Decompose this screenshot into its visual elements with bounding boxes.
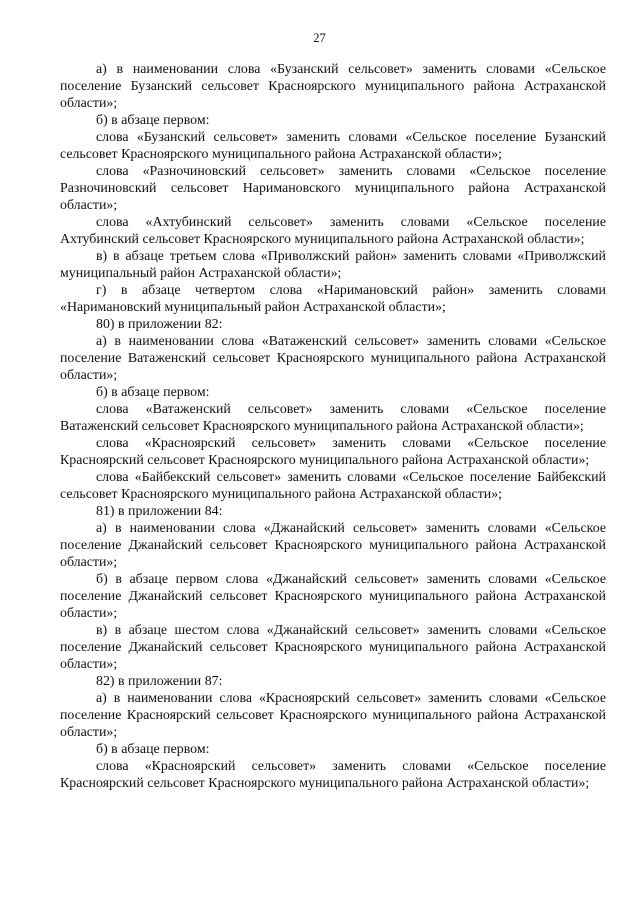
paragraph: слова «Красноярский сельсовет» заменить словами «Сельское поселение Красноярский сельсовет Красноярского муниципального района Астраханской области»; — [60, 759, 606, 791]
paragraph: в) в абзаце третьем слова «Приволжский район» заменить словами «Приволжский муниципальный район Астраханской области»; — [60, 249, 606, 281]
document-body — [60, 61, 606, 792]
paragraph: б) в абзаце первом: — [96, 113, 210, 128]
paragraph: слова «Байбекский сельсовет» заменить словами «Сельское поселение Байбекский сельсовет Красноярского муниципального района Астраханской области»; — [60, 470, 606, 502]
paragraph: а) в наименовании слова «Джанайский сельсовет» заменить словами «Сельское поселение Джанайский сельсовет Красноярского муниципального района Астраханской области»; — [60, 521, 606, 570]
paragraph: а) в наименовании слова «Красноярский сельсовет» заменить словами «Сельское поселение Красноярский сельсовет Красноярского муниципального района Астраханской области»; — [60, 691, 606, 740]
page-number: 27 — [313, 31, 326, 45]
paragraph: г) в абзаце четвертом слова «Наримановский район» заменить словами «Наримановский муниципальный район Астраханской области»; — [60, 283, 606, 315]
paragraph: а) в наименовании слова «Ватаженский сельсовет» заменить словами «Сельское поселение Ватаженский сельсовет Красноярского муниципального района Астраханской области»; — [60, 334, 606, 383]
paragraph: слова «Ватаженский сельсовет» заменить словами «Сельское поселение Ватаженский сельсовет Красноярского муниципального района Астраханской области»; — [60, 402, 606, 434]
paragraph: б) в абзаце первом слова «Джанайский сельсовет» заменить словами «Сельское поселение Джанайский сельсовет Красноярского муниципального района Астраханской области»; — [60, 572, 606, 621]
paragraph: слова «Разночиновский сельсовет» заменить словами «Сельское поселение Разночиновский сельсовет Наримановского муниципального района Астраханской области»; — [60, 164, 606, 213]
paragraph: слова «Красноярский сельсовет» заменить словами «Сельское поселение Красноярский сельсовет Красноярского муниципального района Астраханской области»; — [60, 436, 606, 468]
paragraph: 82) в приложении 87: — [96, 674, 223, 689]
paragraph: в) в абзаце шестом слова «Джанайский сельсовет» заменить словами «Сельское поселение Джанайский сельсовет Красноярского муниципального района Астраханской области»; — [60, 623, 606, 672]
paragraph: 81) в приложении 84: — [96, 504, 223, 519]
paragraph: б) в абзаце первом: — [96, 385, 210, 400]
paragraph: 80) в приложении 82: — [96, 317, 223, 332]
paragraph: а) в наименовании слова «Бузанский сельсовет» заменить словами «Сельское поселение Бузанский сельсовет Красноярского муниципального района Астраханской области»; — [60, 62, 606, 111]
paragraph: слова «Ахтубинский сельсовет» заменить словами «Сельское поселение Ахтубинский сельсовет Красноярского муниципального района Астраханской области»; — [60, 215, 606, 247]
paragraph: слова «Бузанский сельсовет» заменить словами «Сельское поселение Бузанский сельсовет Красноярского муниципального района Астраханской области»; — [60, 130, 606, 162]
paragraph: б) в абзаце первом: — [96, 742, 210, 757]
